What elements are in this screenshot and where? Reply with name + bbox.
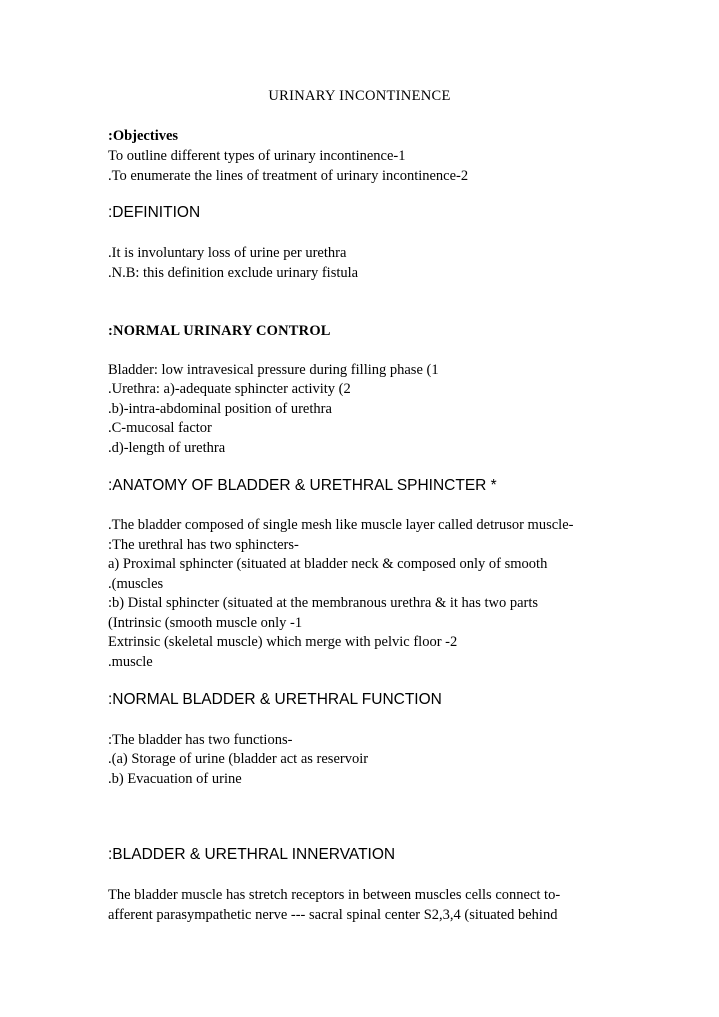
- normal-control-line: .b)-intra-abdominal position of urethra: [108, 401, 332, 417]
- function-line: :The bladder has two functions-: [108, 732, 293, 748]
- anatomy-line: :The urethral has two sphincters-: [108, 537, 299, 553]
- objectives-heading: :Objectives: [108, 128, 179, 144]
- definition-line: .N.B: this definition exclude urinary fistula: [108, 265, 359, 281]
- definition-line: .It is involuntary loss of urine per urethra: [108, 245, 347, 261]
- normal-control-line: .Urethra: a)-adequate sphincter activity (2: [108, 381, 351, 397]
- innervation-line: afferent parasympathetic nerve --- sacral spinal center S2,3,4 (situated behind: [108, 907, 558, 923]
- function-line: .b) Evacuation of urine: [108, 771, 242, 787]
- anatomy-line: Extrinsic (skeletal muscle) which merge with pelvic floor -2: [108, 634, 458, 650]
- anatomy-line: :b) Distal sphincter (situated at the membranous urethra & it has two parts: [108, 595, 539, 611]
- objectives-line: .To enumerate the lines of treatment of urinary incontinence-2: [108, 168, 469, 184]
- function-heading: :NORMAL BLADDER & URETHRAL FUNCTION: [108, 691, 442, 708]
- normal-control-heading: :NORMAL URINARY CONTROL: [108, 323, 331, 339]
- anatomy-heading: :ANATOMY OF BLADDER & URETHRAL SPHINCTER *: [108, 477, 497, 494]
- normal-control-line: .C-mucosal factor: [108, 420, 212, 436]
- anatomy-line: (Intrinsic (smooth muscle only -1: [108, 615, 303, 631]
- innervation-line: The bladder muscle has stretch receptors in between muscles cells connect to-: [108, 887, 561, 903]
- definition-heading: :DEFINITION: [108, 204, 201, 221]
- anatomy-line: .The bladder composed of single mesh like muscle layer called detrusor muscle-: [108, 517, 574, 533]
- anatomy-line: a) Proximal sphincter (situated at bladder neck & composed only of smooth: [108, 556, 548, 572]
- objectives-line: To outline different types of urinary incontinence-1: [108, 148, 406, 164]
- normal-control-line: .d)-length of urethra: [108, 440, 226, 456]
- normal-control-line: Bladder: low intravesical pressure during filling phase (1: [108, 362, 439, 378]
- anatomy-line: .(muscles: [108, 576, 164, 592]
- anatomy-line: .muscle: [108, 654, 153, 670]
- function-line: .(a) Storage of urine (bladder act as reservoir: [108, 751, 369, 767]
- innervation-heading: :BLADDER & URETHRAL INNERVATION: [108, 846, 396, 863]
- page-title: URINARY INCONTINENCE: [268, 88, 451, 104]
